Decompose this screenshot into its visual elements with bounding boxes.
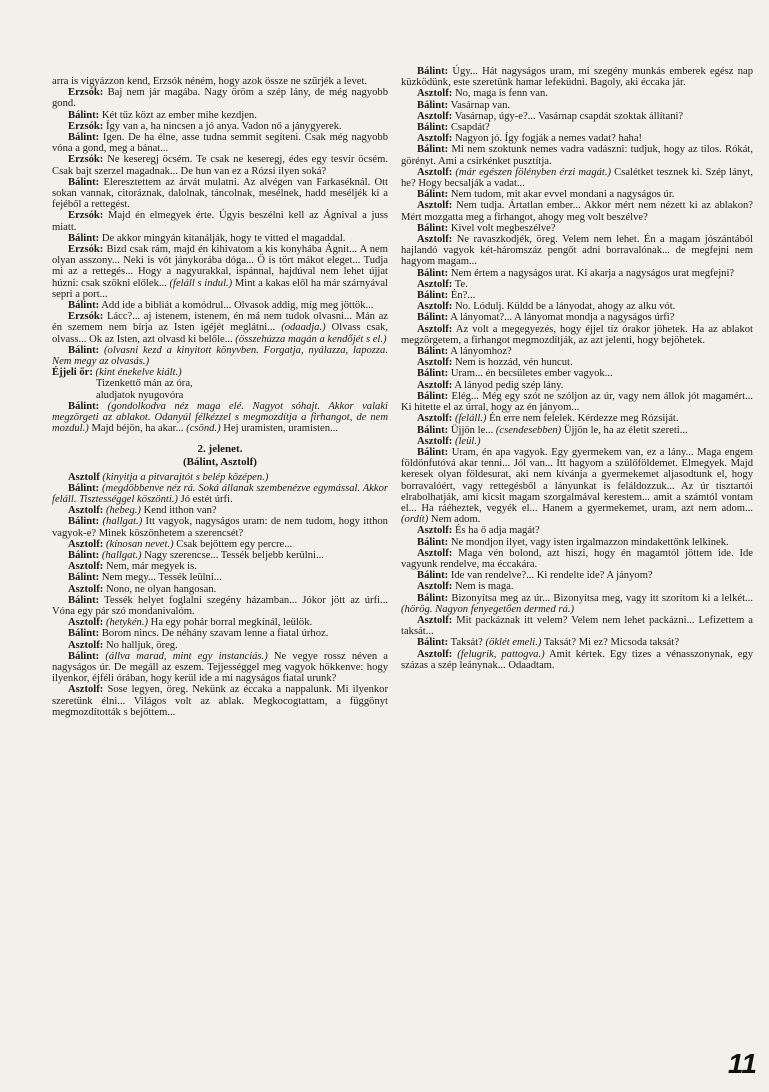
dialogue-line: Bálint: Nem megy... Tessék leülni...: [68, 572, 222, 584]
dialogue-line: Bálint: Nem értem a nagyságos urat. Ki akarja a nagyságos urat megfejni?: [417, 267, 735, 279]
dialogue-line: Asztolf: Sose legyen, öreg. Nekünk az éccaka a nappalunk. Mi ilyenkor szeretünk élni... Világos volt az ablak. Megkocogtattam, a függönyt megmozdították s bejöttem...: [52, 684, 388, 718]
dialogue-line: Bálint: Tessék helyet foglalni szegény házamban... Jókor jött az úrfi... Vóna egy pár szó mondanivalóm.: [52, 594, 388, 617]
dialogue-line: Bálint: Én?...: [417, 290, 476, 302]
page-number: 11: [727, 1048, 757, 1079]
dialogue-line: Asztolf: Nagyon jó. Így fogják a nemes vadat? haha!: [417, 133, 643, 145]
dialogue-line: Asztolf: A lányod pedig szép lány.: [417, 379, 564, 391]
dialogue-line: Asztolf: (feláll.) Én erre nem felelek. Kérdezze meg Rózsiját.: [417, 413, 679, 425]
stage-direction: (kint énekelve kiált.): [95, 367, 182, 379]
dialogue-line: Bálint: (hallgat.) Nagy szerencse... Tessék beljebb kerülni...: [68, 549, 324, 561]
paragraph: arra is vigyázzon kend, Erzsók néném, hogy azok össze ne szűrjék a levet.: [52, 76, 368, 87]
dialogue-line: Erzsók: Így van a, ha nincsen a jó anya. Vadon nő a jánygyerek.: [68, 120, 342, 132]
verse-line: aludjatok nyugovóra: [96, 389, 184, 401]
dialogue-line: Bálint: (hallgat.) Itt vagyok, nagyságos uram: de nem tudom, hogy itthon vagyok-e? Minek köszönhetem a szerencsét?: [52, 516, 388, 539]
dialogue-line: Bálint: Ide van rendelve?... Ki rendelte ide? A jányom?: [417, 570, 653, 582]
dialogue-line: Bálint: (megdöbbenve néz rá. Soká állanak szembenézve egymással. Akkor feláll. Tisztességgel köszönti.) Jó estét úrfi.: [52, 482, 388, 505]
dialogue-line: Bálint: Igen. De ha élne, asse tudna semmit segíteni. Csak még nagyobb vóna a gond, meg a bánat...: [52, 132, 388, 155]
dialogue-line: Asztolf: No, maga is fenn van.: [417, 88, 548, 100]
dialogue-line: Bálint: A lányomat?... A lányomat mondja a nagyságos úrfi?: [417, 312, 675, 324]
dialogue-line: Bálint: Csapdát?: [417, 122, 490, 134]
dialogue-line: Asztolf: No. Lódulj. Küldd be a lányodat, ahogy az alku vót.: [417, 301, 676, 313]
dialogue-line: Bálint: Nem tudom, mit akar evvel mondani a nagyságos úr.: [417, 189, 675, 201]
dialogue-line: Asztolf: (felugrik, pattogva.) Amit kértek. Egy tizes a vénasszonynak, egy százas a szép leánynak... Odaadtam.: [401, 648, 753, 671]
dialogue-line: Erzsók: Lácc?... aj istenem, istenem, én má nem tudok olvasni... Mán az én szemem nem bírja az Isten igéjét meglátni... (odaadja.) Olvass csak, olvass... Ok az Isten, azt olvasd ki belőle... (összehúzza magán a kendőjét s el.): [52, 311, 389, 345]
dialogue-line: Erzsók: Majd én elmegyek érte. Úgyis beszélni kell az Ágnival a juss miatt.: [52, 210, 388, 233]
stage-direction: (összehúzza magán a kendőjét s el.): [235, 333, 387, 345]
scene-title: 2. jelenet.: [197, 442, 243, 455]
dialogue-line: Asztolf (kinyitja a pitvarajtót s belép középen.): [68, 471, 269, 483]
dialogue-line: Asztolf: Nono, ne olyan hangosan.: [68, 583, 217, 595]
stage-direction: (feláll s indul.): [169, 277, 233, 289]
stage-direction: (csendesebben): [495, 424, 562, 436]
stage-direction: (odaadja.): [281, 322, 326, 334]
dialogue-line: Bálint: (olvasni kezd a kinyitott könyvben. Forgatja, nyálazza, lapozza. Nem megy az olvasás.): [52, 344, 388, 368]
dialogue-line: Bálint: De akkor mingyán kitanálják, hogy te vitted el magaddal.: [68, 232, 346, 244]
dialogue-line: Erzsók: Bizd csak rám, majd én kihivatom a kis konyhába Ágnit... A nem olyan asszony... Neki is vót jánykorába dóga... Ő is tört mákot eleget... Tudja mi az a rettegés... Hogy a nagyurakkal, ispánnal, hajdúval nem lehet újjat húzni: csak szökni előlek... (feláll s indul.) Mint a kakas elől ha már szárnyával sepri a port...: [52, 244, 388, 300]
dialogue-line: Bálint: Add ide a bibliát a komódrul... Olvasok addig, míg meg jöttök...: [68, 300, 374, 312]
scene-cast: (Bálint, Asztolf): [183, 455, 257, 468]
dialogue-line: Asztolf: (kínosan nevet.) Csak bejöttem egy percre...: [68, 538, 293, 550]
dialogue-line: Asztolf: (leül.): [417, 435, 481, 447]
dialogue-line: Asztolf: (hebeg.) Kend itthon van?: [68, 505, 217, 517]
dialogue-line: Asztolf: Nem, már megyek is.: [68, 561, 197, 573]
dialogue-line: Bálint: Eleresztettem az árvát mulatni. Az alvégen van Farkaséknál. Ott sokan vannak, citoráznak, dalolnak, táncolnak, mesélnek, hadd meséljék ki a fejéből a rettegést.: [52, 176, 388, 211]
dialogue-line: Bálint: Ne mondjon ilyet, vagy isten irgalmazzon mindakettőnk lelkinek.: [417, 536, 729, 548]
dialogue-line: Bálint: (állva marad, mint egy instanciás.) Ne vegye rossz néven a nagyságos úr. De megáll az eszem. Tejjességgel meg vagyok hökkenve: hogy ilyenkor, éjféli órában, hogy kerül ide a mi nagyságos fiatal urunk?: [52, 650, 388, 685]
dialogue-line: Asztolf: És ha ő adja magát?: [417, 525, 540, 537]
dialogue-line: Éjjeli őr: (kint énekelve kiált.): [52, 367, 182, 379]
dialogue-line: Bálint: Üjjön le... (csendesebben) Üjjön le, ha az életit szereti...: [417, 424, 688, 436]
dialogue-line: Bálint: A lányomhoz?: [417, 346, 512, 358]
dialogue-line: Bálint: Uram... én becsületes ember vagyok...: [417, 368, 613, 380]
dialogue-line: Asztolf: Ne ravaszkodjék, öreg. Velem nem lehet. Én a magam jószántából hajlandó vagyok két-háromszáz pengőt adni borravalónak... de megfejni nem hagyom magam...: [401, 234, 753, 268]
dialogue-line: Asztolf: Az volt a megegyezés, hogy éjjel tíz órakor jöhetek. Ha az ablakot megzörgetem, a firhangot megmozdítják, az azt jelenti, hogy bejöhetek.: [401, 323, 753, 346]
stage-direction: (olvasni kezd a kinyitott könyvben. Forgatja, nyálazza, lapozza. Nem megy az olvasás.): [52, 344, 388, 368]
dialogue-line: Asztolf: No halljuk, öreg.: [68, 639, 178, 651]
verse-line: Tizenkettő mán az óra,: [96, 378, 193, 390]
dialogue-line: Asztolf: Vasárnap, úgy-e?... Vasárnap csapdát szoktak állítani?: [417, 110, 684, 122]
dialogue-line: Asztolf: Maga vén bolond, azt hiszi, hogy én magamtól jöttem ide. Ide vagyunk rendelve, ma éccakára.: [401, 547, 753, 570]
right-column: [401, 66, 753, 671]
stage-direction: (csönd.): [186, 423, 221, 435]
dialogue-line: Asztolf: Mit packáznak itt velem? Velem nem lehet packázni... Lefizettem a taksát...: [401, 614, 753, 638]
dialogue-line: Bálint: Taksát? (öklét emeli.) Taksát? Mi ez? Micsoda taksát?: [417, 637, 680, 649]
scene-2-dialogue: [52, 472, 388, 718]
stage-direction: (gondolkodva néz maga elé. Nagyot sóhajt. Akkor valaki megzörgeti az ablakot. Odanyúl félkézzel s megmozdítja a firhangot, de nem mozdul.): [52, 400, 388, 435]
dialogue-line: Bálint: Két tűz közt az ember mihe kezdjen.: [68, 109, 257, 121]
dialogue-line: Asztolf: Nem tudja. Ártatlan ember... Akkor mért nem nézett ki az ablakon? Mért mozgatta meg a firhangot, ahogy meg volt beszélve?: [401, 200, 753, 223]
left-column: [52, 76, 388, 718]
dialogue-line: Erzsók: Baj nem jár magába. Nagy öröm a szép lány, de még nagyobb gond.: [52, 87, 388, 110]
dialogue-line: Asztolf: Nem is maga.: [417, 581, 514, 593]
dialogue-line: Erzsók: Ne keseregj öcsém. Te csak ne keseregj, édes egy tesvír öcsém. Csak bajt szerzel magadnak... De hun van ez a Rózsi ilyen soká?: [52, 154, 388, 177]
dialogue-line: Bálint: Mi nem szoktunk nemes vadra vadászni: tudjuk, hogy az tilos. Rókát, görényt. Ami a csirkénket pusztítja.: [401, 144, 753, 167]
dialogue-line: Bálint: (gondolkodva néz maga elé. Nagyot sóhajt. Akkor valaki megzörgeti az ablakot. Odanyúl félkézzel s megmozdítja a firhangot, de nem mozdul.) Majd béjön, ha akar... (csönd.) Hej uramisten, uramisten...: [52, 400, 388, 435]
dialogue-line: Bálint: Elég... Még egy szót ne szóljon az úr, vagy nem állok jót magamért... Ki hitette el az úrral, hogy az én jányom...: [401, 390, 753, 414]
stage-direction: (öklét emeli.): [485, 637, 542, 649]
dialogue-line: Bálint: Úgy... Hát nagyságos uram, mi szegény munkás emberek egész nap küzködünk, este szeretünk hamar lefeküdni. Bagoly, aki éccaka jár.: [401, 66, 753, 89]
stage-direction: (ordít): [401, 514, 429, 526]
dialogue-line: Bálint: Borom nincs. De néhány szavam lenne a fiatal úrhoz.: [68, 628, 329, 640]
dialogue-line: Asztolf: Nem is hozzád, vén huncut.: [417, 357, 573, 369]
dialogue-line: Bálint: Kivel volt megbeszélve?: [417, 222, 556, 234]
dialogue-line: Bálint: Vasárnap van.: [417, 99, 511, 111]
dialogue-line: Bálint: Uram, én apa vagyok. Egy gyermekem van, ez a lány... Maga engem földönfutóvá akar tenni... Jól van... Itt hagyom a szülőföldemet. Elmegyek. Majd keresek olyan földesurat, aki nem kívánja a gyermekemet aljasodtunk el, hogy borravalóért, vagy rettegésből a lányunkat is feláldozzuk... Az úr tisztartói elrabolhatják, ami kicsit magam szorgalmával kerestem... amit a számtól vontam el... Ha ráéheztek, vegyék el... Hanem a gyermekemet, uram, azt nem adom... (ordít) Nem adom.: [401, 446, 753, 526]
dialogue-line: Asztolf: (hetykén.) Ha egy pohár borral megkínál, leülök.: [68, 617, 313, 629]
dialogue-line: Bálint: Bizonyítsa meg az úr... Bizonyítsa meg, vagy itt szorítom ki a lelkét... (hörög. Nagyon fenyegetően dermed rá.): [401, 592, 753, 615]
dialogue-line: Asztolf: (már egészen fölényben érzi magát.) Csalétket tesznek ki. Szép lányt, he? Hogy becsalják a vadat...: [401, 166, 753, 190]
dialogue-line: Asztolf: Te.: [417, 278, 468, 290]
stage-direction: (hörög. Nagyon fenyegetően dermed rá.): [401, 603, 574, 615]
